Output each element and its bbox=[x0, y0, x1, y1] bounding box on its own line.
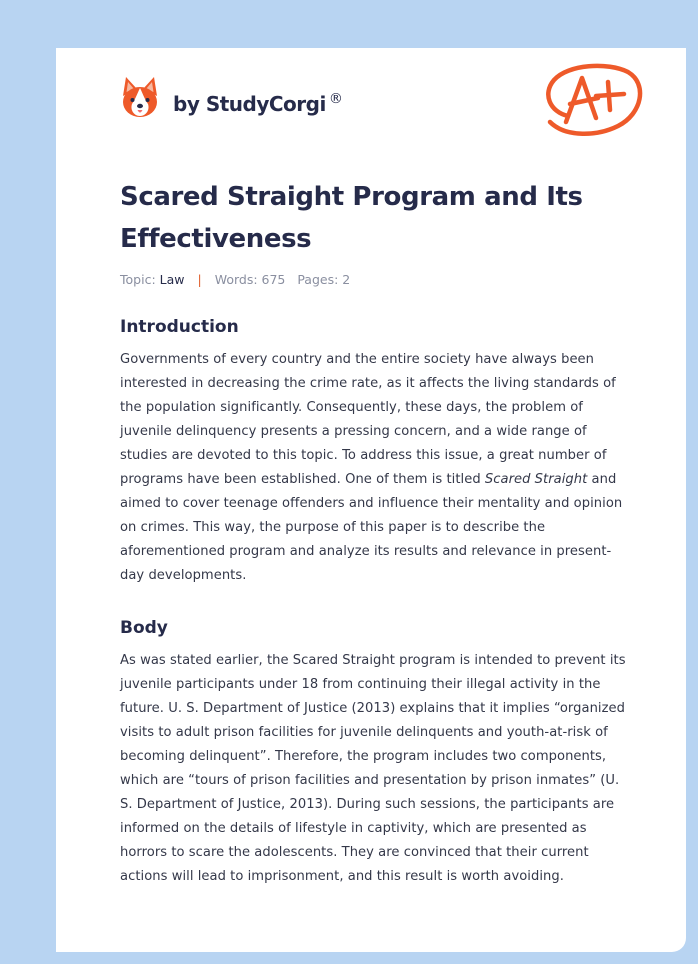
registered-mark: ® bbox=[328, 90, 343, 107]
body-paragraph: As was stated earlier, the Scared Straight program is intended to prevent its juvenile participants under 18 from continuing their illegal activity in the future. U. S. Department of Justice (2013) explains that it implies “organized visits to adult prison facilities for juvenile delinquents and youth-at-risk of becoming delinquent”. Therefore, the program includes two components, which are “tours of prison facilities and presentation by prison inmates” (U. S. Department of Justice, 2013). During such sessions, the participants are informed on the details of lifestyle in captivity, which are presented as horrors to scare the adolescents. They are convinced that their current actions will lead to imprisonment, and this result is worth avoiding. bbox=[120, 653, 626, 884]
pages-count: 2 bbox=[342, 272, 351, 287]
document-content bbox=[120, 176, 634, 889]
program-title-italic: Scared Straight bbox=[484, 472, 588, 487]
corgi-logo-icon bbox=[120, 76, 160, 120]
brand-name: by StudyCorgi ® bbox=[173, 90, 343, 116]
section-heading-introduction: Introduction bbox=[120, 317, 239, 337]
document-title: Scared Straight Program and Its Effectiveness bbox=[120, 182, 583, 254]
introduction-paragraph: Governments of every country and the entire society have always been interested in decreasing the crime rate, as it affects the living standards of the population significantly. Consequently, these days, the problem of juvenile delinquency presents a pressing concern, and a wide range of studies are devoted to this topic. To address this issue, a great number of programs have been established. One of them is titled Scared Straight and aimed to cover teenage offenders and influence their mentality and opinion on crimes. This way, the purpose of this paper is to describe the aforementioned program and analyze its results and relevance in present-day developments. bbox=[120, 352, 623, 583]
a-plus-grade-icon bbox=[538, 60, 648, 140]
brand-header bbox=[120, 76, 342, 120]
pages-label: Pages: bbox=[297, 272, 339, 287]
topic-link[interactable]: Law bbox=[159, 272, 185, 287]
topic-label: Topic: bbox=[120, 272, 156, 287]
words-label: Words: bbox=[214, 272, 258, 287]
meta-separator: | bbox=[197, 272, 202, 287]
document-page bbox=[56, 48, 686, 952]
section-heading-body: Body bbox=[120, 618, 168, 638]
document-meta bbox=[120, 272, 634, 287]
words-count: 675 bbox=[261, 272, 286, 287]
